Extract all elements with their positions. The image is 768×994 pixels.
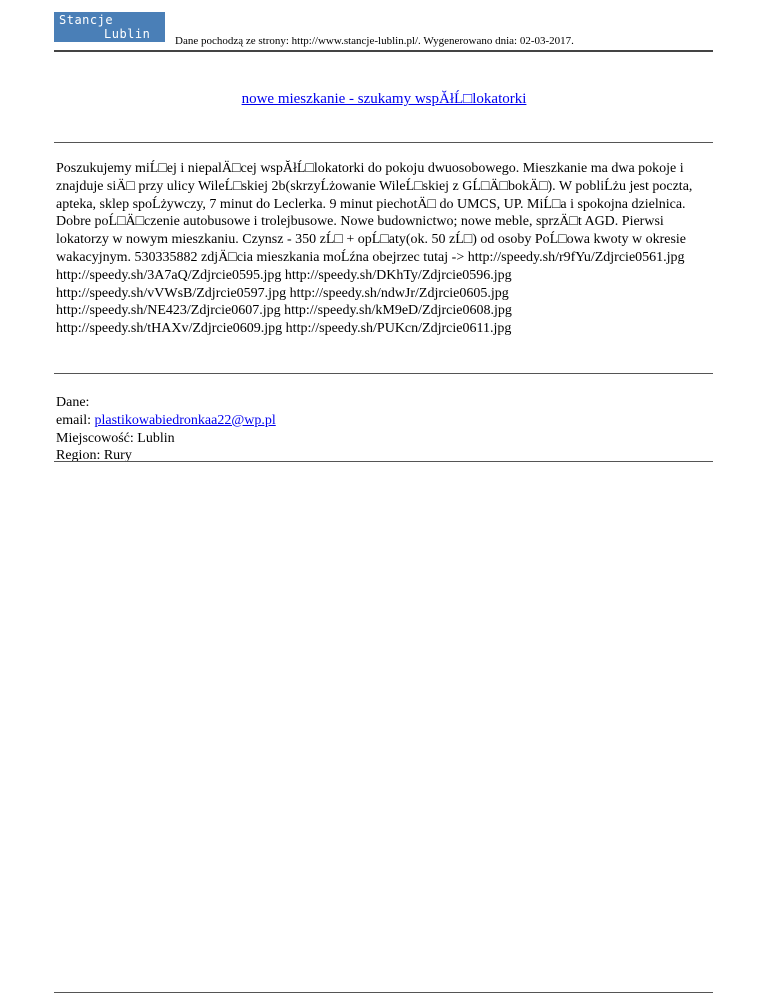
- footer-divider: [54, 992, 713, 993]
- contact-region-row: [56, 447, 276, 465]
- contact-section: [56, 394, 276, 465]
- region-value: Rury: [103, 448, 132, 464]
- site-logo: [54, 12, 165, 42]
- source-note: Dane pochodzą ze strony: http://www.stancje-lublin.pl/. Wygenerowano dnia: 02-03-2017.: [175, 35, 574, 47]
- logo-text-lublin: Lublin: [104, 27, 151, 41]
- email-label: email:: [56, 412, 91, 428]
- contact-city-row: [56, 430, 276, 448]
- header-divider: [54, 50, 713, 52]
- region-label: Region:: [56, 448, 101, 464]
- email-link[interactable]: plastikowabiedronkaa22@wp.pl: [94, 412, 276, 428]
- title-divider: [54, 142, 713, 143]
- logo-text-stancje: Stancje: [59, 13, 114, 27]
- city-label: Miejscowość:: [56, 430, 134, 446]
- listing-title: [0, 91, 768, 108]
- contact-heading: Dane:: [56, 395, 90, 410]
- listing-title-link[interactable]: nowe mieszkanie - szukamy wspĂłĹ□lokatorki: [241, 91, 527, 107]
- description-divider: [54, 373, 713, 374]
- listing-description: Poszukujemy miĹ□ej i niepalÄ□cej wspĂłĹ□lokatorki do pokoju dwuosobowego. Mieszkanie ma dwa pokoje i znajduje siÄ□ przy ulicy WileĹ□skiej 2b(skrzyĹżowanie WileĹ□skiej z GĹ□Ä□bokÄ□). W pobliĹżu jest poczta, apteka, sklep spoĹżywczy, 7 minut do Leclerka. 9 minut piechotÄ□ do UMCS, UP. MiĹ□a i spokojna dzielnica. Dobre poĹ□Ä□czenie autobusowe i trolejbusowe. Nowe budownictwo; nowe meble, sprzÄ□t AGD. Pierwsi lokatorzy w nowym mieszkaniu. Czynsz - 350 zĹ□ + opĹ□aty(ok. 50 zĹ□) od osoby PoĹ□owa kwoty w okresie wakacyjnym. 530335882 zdjÄ□cia mieszkania moĹźna obejrzec tutaj -> http://speedy.sh/r9fYu/Zdjrcie0561.jpg http://speedy.sh/3A7aQ/Zdjrcie0595.jpg http://speedy.sh/DKhTy/Zdjrcie0596.jpg http://speedy.sh/vVWsB/Zdjrcie0597.jpg http://speedy.sh/ndwJr/Zdjrcie0605.jpg http://speedy.sh/NE423/Zdjrcie0607.jpg http://speedy.sh/kM9eD/Zdjrcie0608.jpg http://speedy.sh/tHAXv/Zdjrcie0609.jpg http://speedy.sh/PUKcn/Zdjrcie0611.jpg: [56, 161, 693, 337]
- contact-email-row: [56, 412, 276, 430]
- contact-divider: [54, 461, 713, 462]
- city-value: Lublin: [137, 430, 175, 446]
